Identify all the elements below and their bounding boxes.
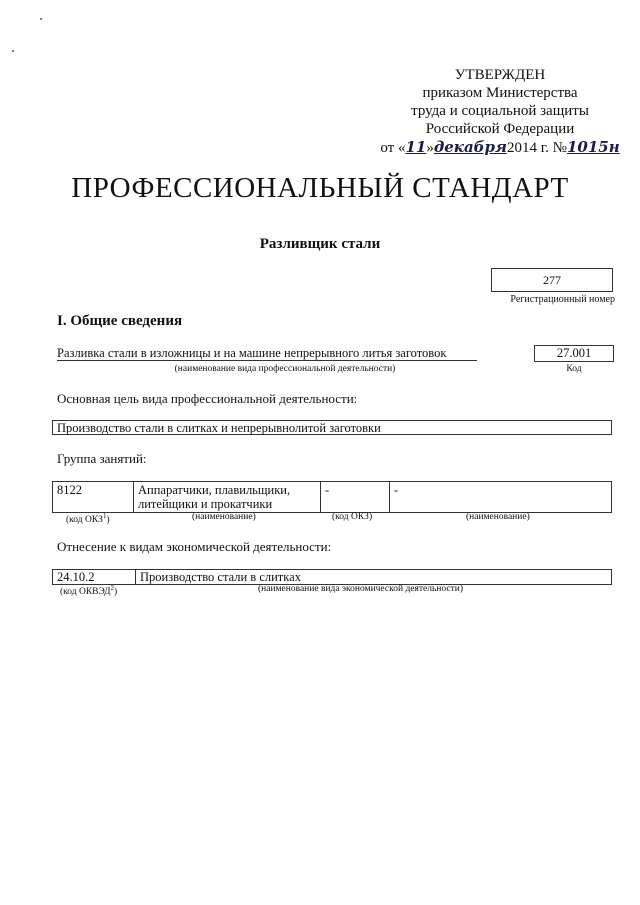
name-hint: (наименование) <box>192 512 256 522</box>
approval-line-3: Российской Федерации <box>425 121 575 137</box>
approval-status: УТВЕРЖДЕН <box>454 67 546 83</box>
economic-activity-label: Отнесение к видам экономической деятельности: <box>57 539 332 554</box>
group-label: Группа занятий: <box>57 451 147 466</box>
approval-line-1: приказом Министерства <box>422 85 578 101</box>
activity-code-box: 27.001 <box>534 345 614 362</box>
occupation-name-cell-2: - <box>390 482 612 513</box>
section-heading: I. Общие сведения <box>57 313 183 329</box>
occupation-group-table <box>52 481 612 513</box>
handwritten-number: 1015н <box>566 138 620 156</box>
document-title: ПРОФЕССИОНАЛЬНЫЙ СТАНДАРТ <box>71 172 569 204</box>
approval-block <box>380 66 620 157</box>
okz-hint: (код ОКЗ$^1$) <box>66 512 110 526</box>
goal-label: Основная цель вида профессиональной деятельности: <box>57 391 358 406</box>
goal-box: Производство стали в слитках и непрерывнолитой заготовки <box>52 420 612 435</box>
profession-title: Разливщик стали <box>259 236 381 252</box>
activity-code-hint: Код <box>566 364 582 374</box>
scan-speck <box>12 50 14 52</box>
handwritten-month: декабря <box>433 138 507 156</box>
okved-hint: (код ОКВЭД$^2$) <box>60 584 118 598</box>
scan-speck <box>40 18 42 20</box>
name-hint-2: (наименование) <box>466 512 530 522</box>
economic-activity-hint: (наименование вида экономической деятельности) <box>258 584 463 594</box>
okved-code-cell: 24.10.2 <box>53 570 136 585</box>
table-row <box>53 482 612 513</box>
activity-name: Разливка стали в изложницы и на машине непрерывного литья заготовок <box>57 346 477 361</box>
approval-line-2: труда и социальной защиты <box>411 103 589 119</box>
table-row <box>53 570 612 585</box>
okz-hint-2: (код ОКЗ) <box>332 512 373 522</box>
okz-code-cell-2: - <box>321 482 390 513</box>
activity-name-hint: (наименование вида профессиональной деятельности) <box>174 364 396 374</box>
economic-activity-name-cell: Производство стали в слитках <box>136 570 612 585</box>
okz-code-cell: 8122 <box>53 482 134 513</box>
approval-date-line: от «11»декабря2014 г. №1015н <box>380 138 620 156</box>
occupation-name-cell: Аппаратчики, плавильщики, литейщики и прокатчики <box>134 482 321 513</box>
registration-number-label: Регистрационный номер <box>510 294 615 305</box>
registration-number-box: 277 <box>491 268 613 292</box>
handwritten-day: 11 <box>405 138 427 156</box>
okved-table <box>52 569 612 585</box>
